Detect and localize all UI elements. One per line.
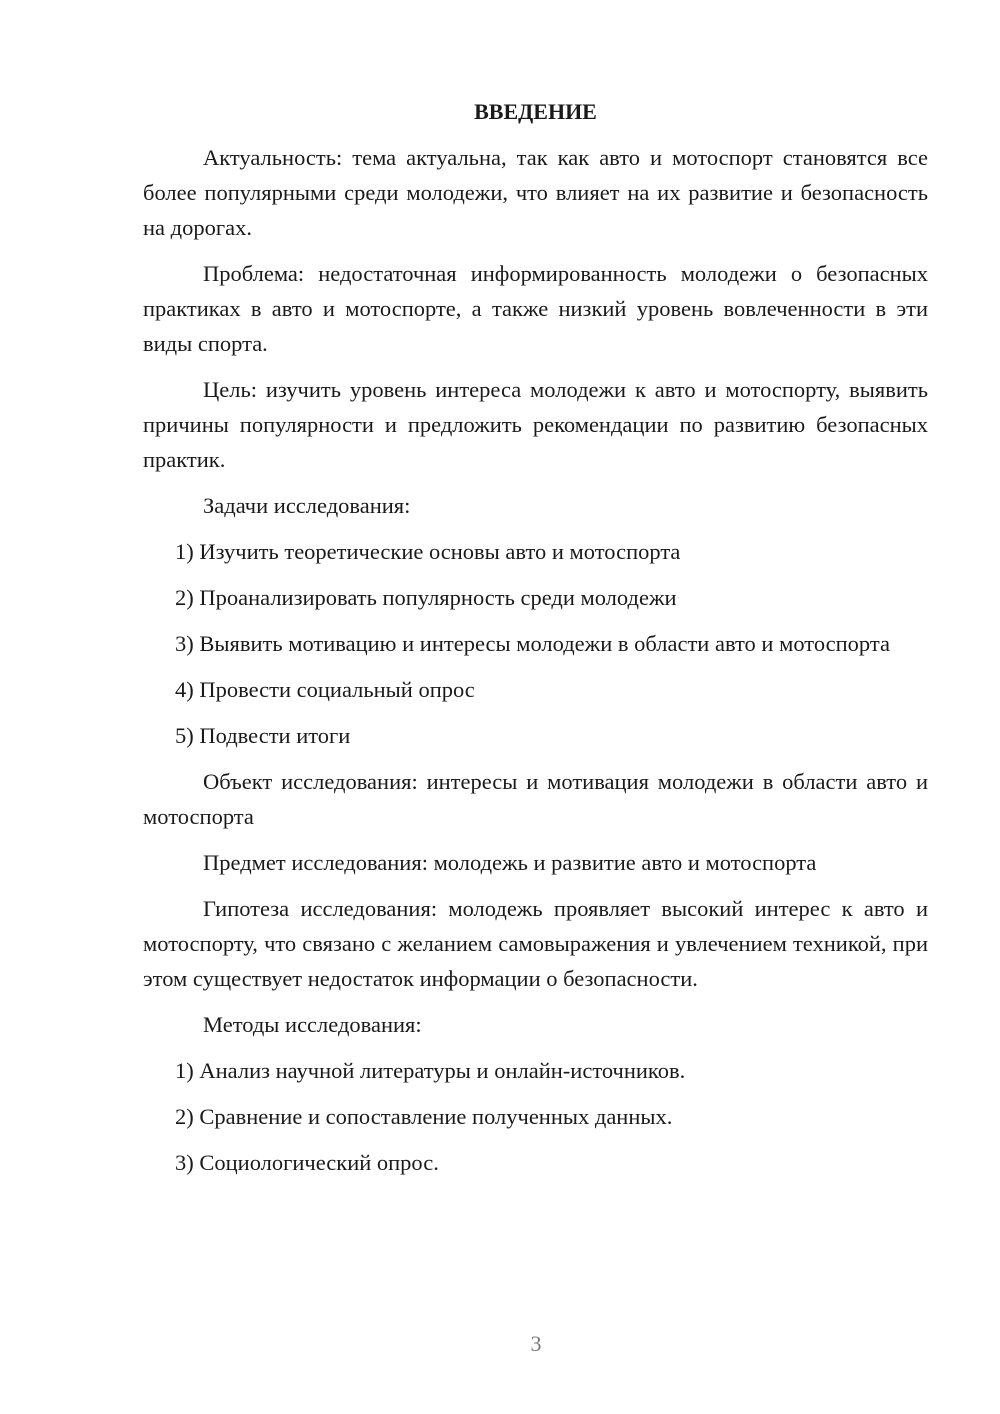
section-heading: ВВЕДЕНИЕ: [474, 99, 597, 124]
method-item-2: 2) Сравнение и сопоставление полученных данных.: [175, 1104, 673, 1129]
task-item-2: 2) Проанализировать популярность среди молодежи: [175, 585, 677, 610]
method-item-3: 3) Социологический опрос.: [175, 1150, 439, 1175]
relevance-paragraph: Актуальность: тема актуальна, так как авто и мотоспорт становятся все более популярными среди молодежи, что влияет на их развитие и безопасность на дорогах.: [143, 145, 928, 240]
page-number: 3: [530, 1331, 542, 1356]
problem-paragraph: Проблема: недостаточная информированность молодежи о безопасных практиках в авто и мотоспорте, а также низкий уровень вовлеченности в эти виды спорта.: [143, 261, 928, 356]
task-item-1: 1) Изучить теоретические основы авто и мотоспорта: [175, 539, 681, 564]
task-item-3: 3) Выявить мотивацию и интересы молодежи в области авто и мотоспорта: [175, 631, 890, 656]
task-item-4: 4) Провести социальный опрос: [175, 677, 475, 702]
hypothesis-paragraph: Гипотеза исследования: молодежь проявляет высокий интерес к авто и мотоспорту, что связано с желанием самовыражения и увлечением техникой, при этом существует недостаток информации о безопасности.: [143, 896, 928, 991]
task-item-5: 5) Подвести итоги: [175, 723, 351, 748]
tasks-heading: Задачи исследования:: [203, 493, 411, 518]
object-paragraph: Объект исследования: интересы и мотивация молодежи в области авто и мотоспорта: [143, 769, 928, 829]
subject-paragraph: Предмет исследования: молодежь и развитие авто и мотоспорта: [203, 850, 817, 875]
method-item-1: 1) Анализ научной литературы и онлайн-источников.: [175, 1058, 686, 1083]
page-content: [143, 96, 928, 1191]
methods-heading: Методы исследования:: [203, 1012, 422, 1037]
goal-paragraph: Цель: изучить уровень интереса молодежи к авто и мотоспорту, выявить причины популярности и предложить рекомендации по развитию безопасных практик.: [143, 377, 928, 472]
